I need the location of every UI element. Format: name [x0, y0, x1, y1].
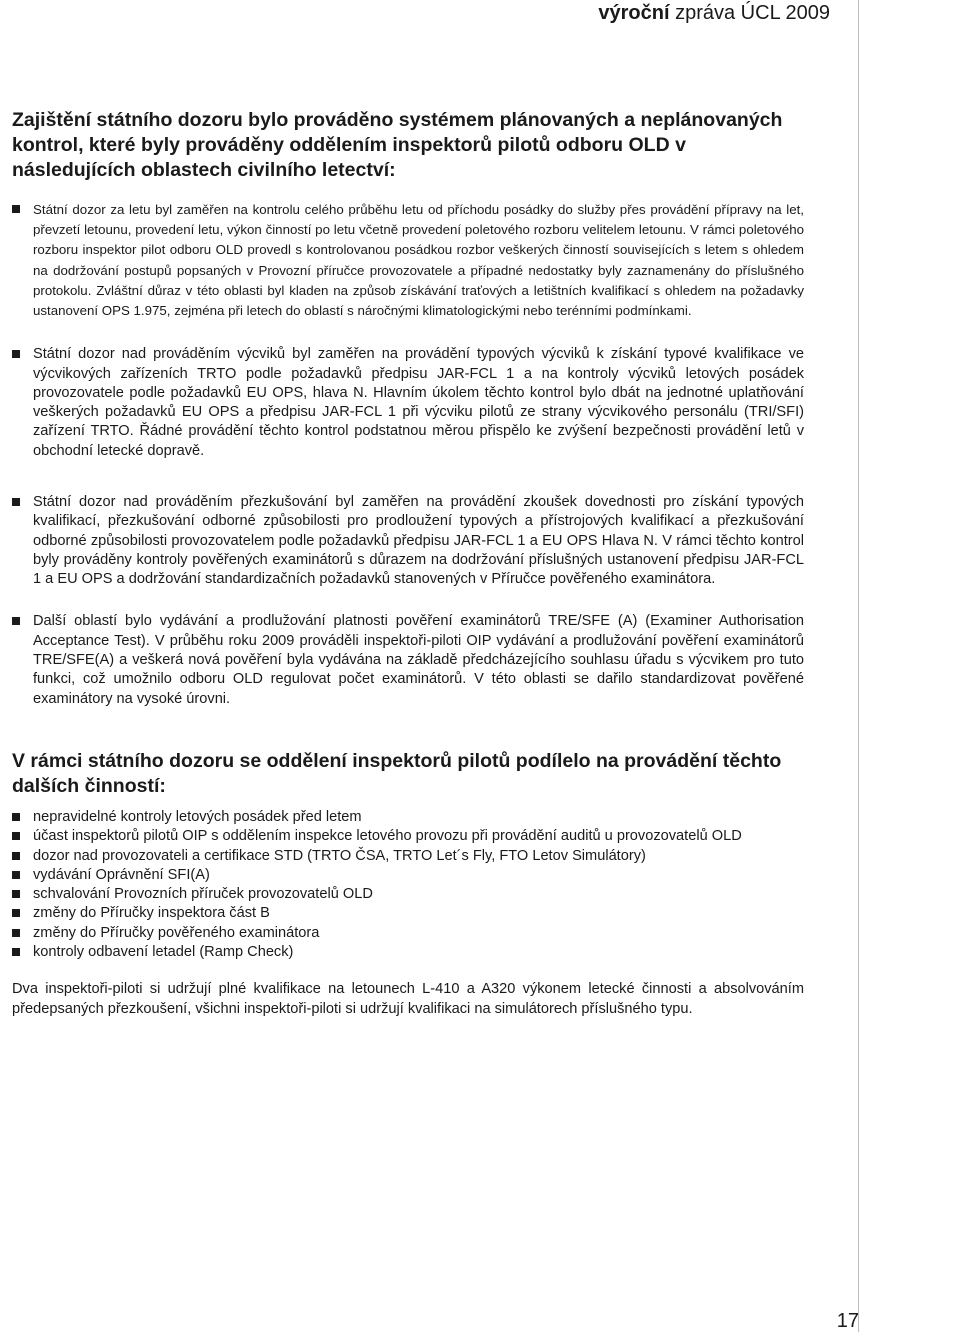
- header-rest: zpráva ÚCL 2009: [675, 2, 830, 24]
- list-item: [12, 493, 804, 589]
- bullet-square-icon: [12, 832, 20, 840]
- item-text: kontroly odbavení letadel (Ramp Check): [33, 944, 294, 961]
- bullet-square-icon: [12, 617, 20, 625]
- section1-heading: Zajištění státního dozoru bylo prováděno systémem plánovaných a neplánovaných kontrol, které byly prováděny oddělením inspektorů pilotů odboru OLD v následujících oblastech civilního letectví:: [12, 109, 783, 181]
- bullet-square-icon: [12, 205, 20, 213]
- list-item: [12, 345, 804, 461]
- list-item: [12, 924, 804, 943]
- item-text: změny do Příručky inspektora část B: [33, 905, 270, 922]
- report-header: [598, 2, 830, 25]
- bullet-square-icon: [12, 890, 20, 898]
- item-text: Státní dozor za letu byl zaměřen na kontrolu celého průběhu letu od příchodu posádky do služby přes provádění přípravy na let, převzetí letounu, provedení letu, výkon činností po letu včetně provedení poletového rozboru velitelem letounu. V rámci poletového rozboru inspektor pilot odboru OLD provedl s kontrolovanou posádkou rozbor veškerých činností souvisejících s letem s ohledem na dodržování postupů popsaných v Provozní příručce provozovatele a případné nedostatky byly zaznamenány do příslušného protokolu. Zvláštní důraz v této oblasti byl kladen na způsob získávání traťových a letištních kvalifikací s ohledem na požadavky ustanovení OPS 1.975, zejména při letech do oblastí s náročnými klimatologickými nebo terénními podmínkami.: [33, 202, 804, 319]
- section2-heading: V rámci státního dozoru se oddělení inspektorů pilotů podílelo na provádění těchto dalších činností:: [12, 749, 782, 797]
- bullet-square-icon: [12, 852, 20, 860]
- list-item: [12, 885, 804, 904]
- section1-list: [12, 200, 804, 709]
- item-text: změny do Příručky pověřeného examinátora: [33, 924, 320, 941]
- item-text: nepravidelné kontroly letových posádek před letem: [33, 808, 362, 825]
- list-item: [12, 827, 804, 846]
- activities-list: [12, 808, 804, 962]
- header-bold: výroční: [598, 2, 670, 24]
- bullet-square-icon: [12, 498, 20, 506]
- list-item: [12, 866, 804, 885]
- page-number: 17: [836, 1310, 859, 1332]
- item-text: dozor nad provozovateli a certifikace STD (TRTO ČSA, TRTO Let´s Fly, FTO Letov Simulátory): [33, 847, 646, 864]
- bullet-square-icon: [12, 929, 20, 937]
- item-text: Další oblastí bylo vydávání a prodlužování platnosti pověření examinátorů TRE/SFE (A) (Examiner Authorisation Acceptance Test). V průběhu roku 2009 prováděli inspektoři-piloti OIP vydávání a prodlužování pověření examinátorů TRE/SFE(A) a veškerá nová pověření byla vydávána na základě předcházejícího souhlasu úřadu s výcvikem pro tuto funkci, což umožnilo odboru OLD regulovat počet examinátorů. V této oblasti se dařilo standardizovat pověřené examinátory na vysoké úrovni.: [33, 613, 804, 707]
- list-item: [12, 847, 804, 866]
- item-text: vydávání Oprávnění SFI(A): [33, 866, 210, 883]
- list-item: [12, 808, 804, 827]
- item-text: Státní dozor nad prováděním přezkušování byl zaměřen na provádění zkoušek dovednosti pro získání typových kvalifikací, přezkušování odborné způsobilosti pro prodloužení typových a přístrojových kvalifikací a přezkušování odborné způsobilosti provozovatelem podle požadavků předpisu JAR-FCL 1 a EU OPS Hlava N. V rámci těchto kontrol byly prováděny kontroly pověřených examinátorů s důrazem na dodržování příslušných ustanovení předpisu JAR-FCL 1 a EU OPS a dodržování standardizačních požadavků stanovených v Příručce pověřeného examinátora.: [33, 494, 804, 588]
- item-text: Státní dozor nad prováděním výcviků byl zaměřen na provádění typových výcviků k získání typové kvalifikace ve výcvikových zařízeních TRTO podle požadavků předpisu JAR-FCL 1 a na kontroly výcviků letových posádek provozovatele podle požadavků EU OPS, hlava N. Hlavním úkolem těchto kontrol bylo dbát na jednotné uplatňování veškerých požadavků EU OPS a předpisu JAR-FCL 1 při výcviku pilotů ze strany výcvikového personálu (TRI/SFI) zařízení TRTO. Řádné provádění těchto kontrol podstatnou měrou přispělo ke zvýšení bezpečnosti provádění letů v obchodní letecké dopravě.: [33, 346, 804, 459]
- bullet-square-icon: [12, 813, 20, 821]
- list-item: [12, 612, 804, 708]
- list-item: [12, 904, 804, 923]
- page-divider-line: [858, 0, 859, 1332]
- bullet-square-icon: [12, 871, 20, 879]
- list-item: [12, 943, 804, 962]
- page-content: [12, 108, 804, 1034]
- bullet-square-icon: [12, 909, 20, 917]
- item-text: schvalování Provozních příruček provozovatelů OLD: [33, 886, 373, 903]
- item-text: účast inspektorů pilotů OIP s oddělením inspekce letového provozu při provádění auditů u provozovatelů OLD: [33, 828, 742, 845]
- closing-paragraph: Dva inspektoři-piloti si udržují plné kvalifikace na letounech L-410 a A320 výkonem letecké činnosti a absolvováním předepsaných přezkoušení, všichni inspektoři-piloti si udržují kvalifikaci na simulátorech příslušného typu.: [12, 981, 804, 1017]
- bullet-square-icon: [12, 350, 20, 358]
- list-item: [12, 200, 804, 321]
- bullet-square-icon: [12, 948, 20, 956]
